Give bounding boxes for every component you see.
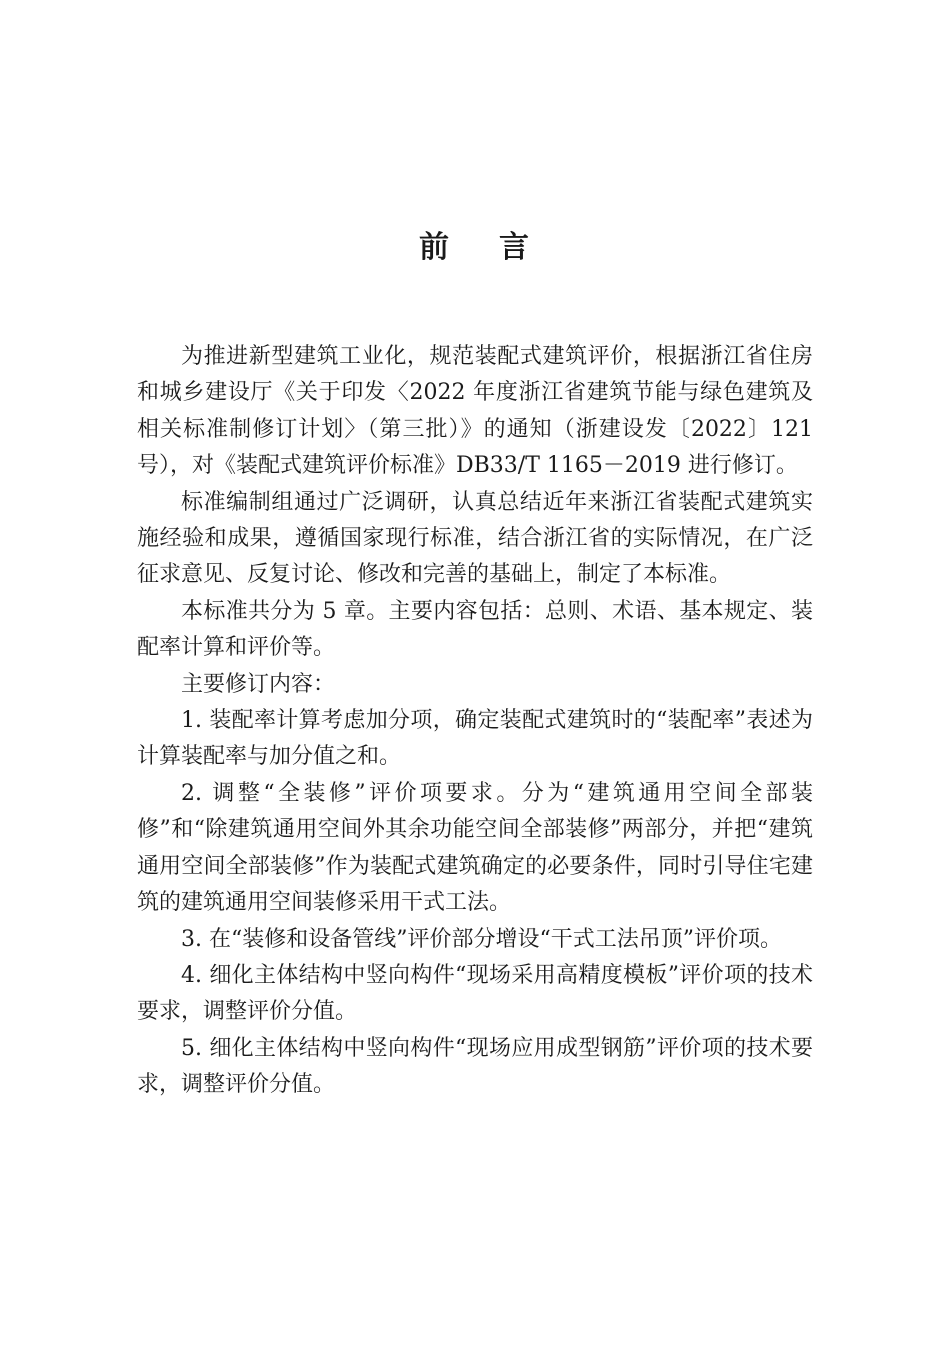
paragraph-revisions-heading: 主要修订内容：: [181, 671, 336, 697]
paragraph-revision-3: 3. 在“装修和设备管线”评价部分增设“干式工法吊顶”评价项。: [181, 926, 782, 952]
paragraph-research: 标准编制组通过广泛调研，认真总结近年来浙江省装配式建筑实施经验和成果，遵循国家现行标准，结合浙江省的实际情况，在广泛征求意见、反复讨论、修改和完善的基础上，制定了本标准。: [137, 489, 813, 588]
paragraph-revision-1: 1. 装配率计算考虑加分项，确定装配式建筑时的“装配率”表述为计算装配率与加分值之和。: [137, 708, 813, 770]
paragraph-intro: 为推进新型建筑工业化，规范装配式建筑评价，根据浙江省住房和城乡建设厅《关于印发〈2022 年度浙江省建筑节能与绿色建筑及相关标准制修订计划〉（第三批）》的通知（浙建设发〔2022〕121 号），对《装配式建筑评价标准》DB33/T 1165－2019 进行修订。: [137, 344, 813, 479]
page-title: [0, 226, 950, 270]
paragraph-revision-4: 4. 细化主体结构中竖向构件“现场采用高精度模板”评价项的技术要求，调整评价分值。: [137, 962, 813, 1025]
page-title-right: 言: [499, 230, 531, 265]
preface-body: [137, 339, 813, 1104]
paragraph-revision-5: 5. 细化主体结构中竖向构件“现场应用成型钢筋”评价项的技术要求，调整评价分值。: [137, 1035, 813, 1098]
paragraph-revision-2: 2. 调整“全装修”评价项要求。分为“建筑通用空间全部装修”和“除建筑通用空间外其余功能空间全部装修”两部分，并把“建筑通用空间全部装修”作为装配式建筑确定的必要条件，同时引导住宅建筑的建筑通用空间装修采用干式工法。: [137, 780, 813, 916]
page-title-left: 前: [419, 230, 451, 265]
paragraph-chapters: 本标准共分为 5 章。主要内容包括：总则、术语、基本规定、装配率计算和评价等。: [137, 598, 813, 661]
